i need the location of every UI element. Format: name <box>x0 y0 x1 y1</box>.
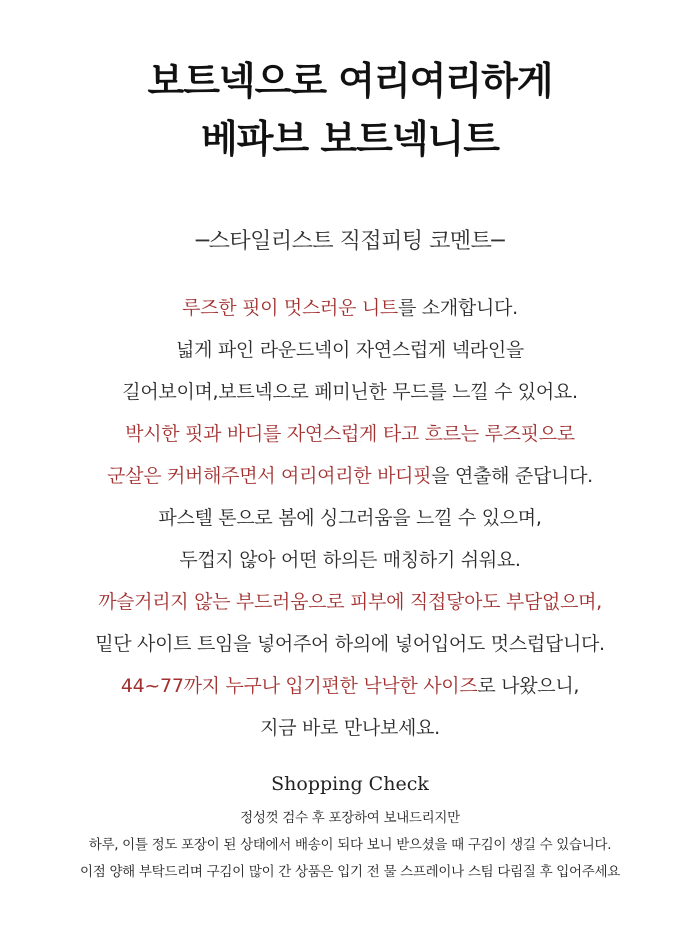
comment-highlight-text: 박시한 핏과 바디를 자연스럽게 타고 흐르는 루즈핏으로 <box>125 423 575 445</box>
comment-line <box>0 497 700 539</box>
shopping-check-notes <box>0 805 700 886</box>
comment-line <box>0 455 700 497</box>
stylist-comment-subtitle: ─스타일리스트 직접피팅 코멘트─ <box>195 229 505 254</box>
comment-line <box>0 371 700 413</box>
headline-line-1: 보트넥으로 여리여리하게 <box>147 59 553 103</box>
comment-text: 지금 바로 만나보세요. <box>260 717 440 739</box>
comment-text: 를 소개합니다. <box>398 297 518 319</box>
comment-highlight-text: 루즈한 핏이 멋스러운 니트 <box>182 297 398 319</box>
comment-line <box>0 665 700 707</box>
comment-text: 두껍지 않아 어떤 하의든 매칭하기 쉬워요. <box>179 549 521 571</box>
comment-text: 로 나왔으니, <box>477 675 580 697</box>
comment-text: 넓게 파인 라운드넥이 자연스럽게 넥라인을 <box>176 339 524 361</box>
shopping-check-note: 정성껏 검수 후 포장하여 보내드리지만 <box>240 810 460 826</box>
headline-line-2: 베파브 보트넥니트 <box>201 117 499 161</box>
stylist-comment-body <box>0 287 700 749</box>
comment-highlight-text: 군살은 커버해주면서 여리여리한 바디핏 <box>107 465 432 487</box>
comment-text: 파스텔 톤으로 봄에 싱그러움을 느낄 수 있으며, <box>158 507 542 529</box>
comment-text: 을 연출해 준답니다. <box>431 465 593 487</box>
comment-line <box>0 581 700 623</box>
comment-line <box>0 623 700 665</box>
comment-text: 길어보이며,보트넥으로 페미닌한 무드를 느낄 수 있어요. <box>122 381 578 403</box>
comment-highlight-text: 44~77까지 누구나 입기편한 낙낙한 사이즈 <box>120 675 478 697</box>
comment-text: 밑단 사이트 트임을 넣어주어 하의에 넣어입어도 멋스럽답니다. <box>95 633 605 655</box>
shopping-check-note: 이점 양해 부탁드리며 구김이 많이 간 상품은 입기 전 물 스프레이나 스팀 다림질 후 입어주세요 <box>79 864 621 880</box>
comment-line <box>0 707 700 749</box>
shopping-check-note: 하루, 이틀 정도 포장이 된 상태에서 배송이 되다 보니 받으셨을 때 구김이 생길 수 있습니다. <box>88 837 612 853</box>
comment-line <box>0 287 700 329</box>
comment-line <box>0 329 700 371</box>
comment-highlight-text: 까슬거리지 않는 부드러움으로 피부에 직접닿아도 부담없으며, <box>98 591 602 613</box>
comment-line <box>0 539 700 581</box>
comment-line <box>0 413 700 455</box>
headline <box>0 52 700 168</box>
shopping-check-title: Shopping Check <box>271 773 429 795</box>
